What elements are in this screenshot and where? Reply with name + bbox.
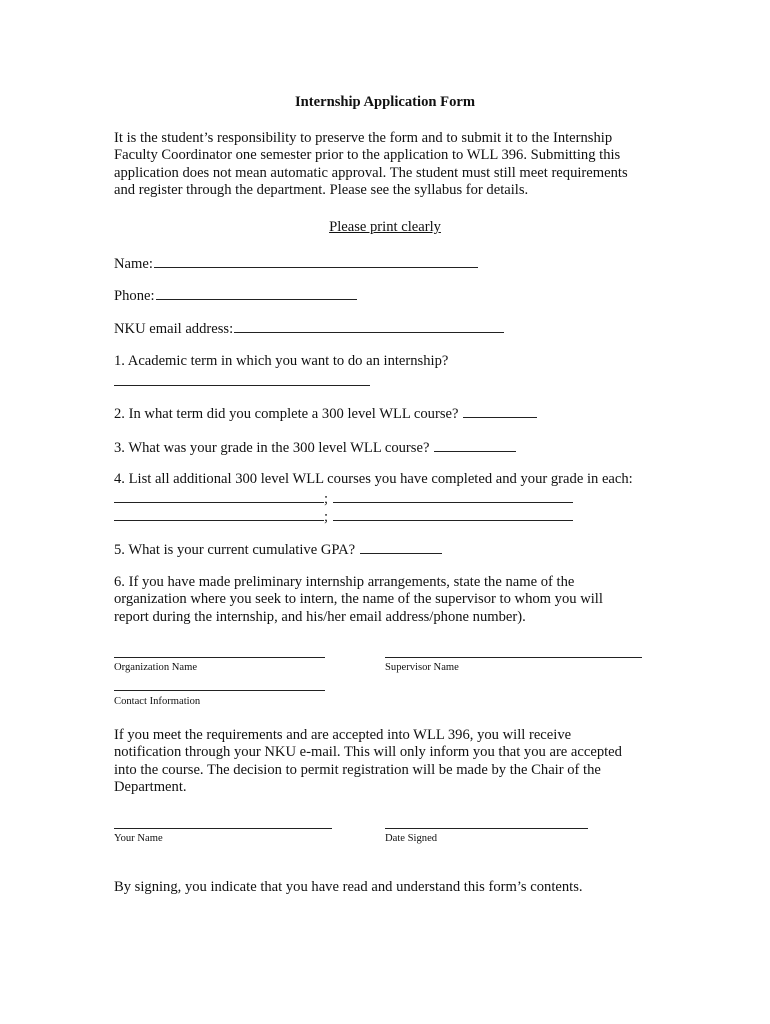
name-row: [114, 254, 478, 273]
organization-name-label: Organization Name: [114, 662, 198, 673]
course-separator: ;: [324, 491, 329, 507]
closing-statement: By signing, you indicate that you have read and understand this form’s contents.: [114, 879, 583, 895]
gpa-field[interactable]: [360, 540, 442, 554]
question-6-line: organization where you seek to intern, the name of the supervisor to whom you will: [114, 591, 603, 608]
name-label: Name:: [114, 256, 153, 272]
question-3-row: [114, 438, 516, 457]
question-3-answer-field[interactable]: [434, 438, 516, 452]
print-clearly-note: Please print clearly: [329, 219, 441, 235]
question-1-answer-field[interactable]: [114, 385, 370, 386]
question-1: 1. Academic term in which you want to do an internship?: [114, 353, 449, 369]
intro-line: and register through the department. Please see the syllabus for details.: [114, 182, 529, 199]
question-5-row: [114, 540, 442, 559]
course-field[interactable]: [114, 489, 324, 503]
organization-name-field[interactable]: [114, 657, 325, 658]
question-2-row: [114, 404, 537, 423]
email-label: NKU email address:: [114, 321, 234, 337]
form-title: Internship Application Form: [294, 94, 475, 110]
notice-line: Department.: [114, 779, 187, 796]
supervisor-name-label: Supervisor Name: [385, 662, 459, 673]
intro-line: Faculty Coordinator one semester prior to the application to WLL 396. Submitting this: [114, 147, 621, 164]
question-2: 2. In what term did you complete a 300 level WLL course?: [114, 406, 459, 422]
notice-line: into the course. The decision to permit registration will be made by the Chair of the: [114, 761, 601, 778]
course-field[interactable]: [114, 507, 324, 521]
notice-line: notification through your NKU e-mail. This will only inform you that you are accepted: [114, 744, 622, 761]
question-3: 3. What was your grade in the 300 level WLL course?: [114, 440, 430, 456]
supervisor-name-field[interactable]: [385, 657, 642, 658]
email-field[interactable]: [234, 319, 504, 333]
name-field[interactable]: [154, 254, 478, 268]
phone-row: [114, 286, 357, 305]
notice-line: If you meet the requirements and are accepted into WLL 396, you will receive: [114, 727, 572, 743]
grade-field[interactable]: [333, 489, 573, 503]
intro-paragraph: [114, 130, 674, 200]
date-signed-label: Date Signed: [385, 833, 438, 844]
question-4-answer-row: [114, 507, 573, 526]
question-2-answer-field[interactable]: [463, 404, 537, 418]
question-5: 5. What is your current cumulative GPA?: [114, 542, 356, 558]
question-6: [114, 574, 714, 626]
intro-line: It is the student’s responsibility to preserve the form and to submit it to the Internship: [114, 130, 613, 146]
date-signed-field[interactable]: [385, 828, 588, 829]
question-4: 4. List all additional 300 level WLL courses you have completed and your grade in each:: [114, 471, 633, 487]
question-4-answer-row: [114, 489, 573, 508]
email-row: [114, 319, 504, 338]
grade-field[interactable]: [333, 507, 573, 521]
phone-field[interactable]: [156, 286, 357, 300]
acceptance-notice: [114, 727, 714, 797]
question-6-line: report during the internship, and his/her email address/phone number).: [114, 608, 526, 625]
contact-information-field[interactable]: [114, 690, 325, 691]
question-6-line: 6. If you have made preliminary internship arrangements, state the name of the: [114, 574, 575, 590]
course-separator: ;: [324, 509, 329, 525]
your-name-signature-field[interactable]: [114, 828, 332, 829]
intro-line: application does not mean automatic approval. The student must still meet requirements: [114, 164, 628, 181]
phone-label: Phone:: [114, 288, 155, 304]
your-name-label: Your Name: [114, 833, 163, 844]
contact-information-label: Contact Information: [114, 696, 201, 707]
